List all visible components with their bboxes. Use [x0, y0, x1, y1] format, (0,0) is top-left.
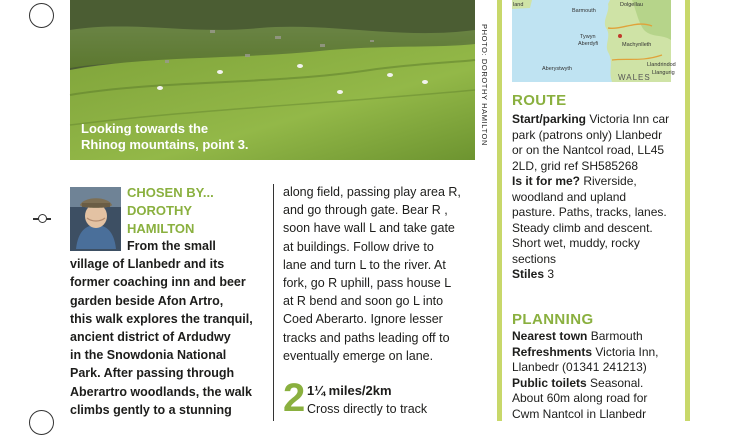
directions-line: at buildings. Follow drive to: [283, 239, 434, 254]
map-label: Barmouth: [572, 8, 596, 14]
directions-step-1: [283, 183, 479, 365]
column-divider: [273, 184, 274, 421]
map-label: Machynlleth: [622, 42, 652, 48]
directions-line: tracks and paths leading off to: [283, 330, 450, 345]
step-2-number: 2: [283, 376, 306, 420]
intro-line: garden beside Afon Artro,: [70, 293, 224, 308]
author-name: [127, 202, 247, 238]
intro-line: in the Snowdonia National: [70, 348, 227, 363]
directions-line: fork, go R uphill, pass house L: [283, 276, 452, 291]
intro-line: Park. After passing through: [70, 366, 235, 381]
author-name-line-2: HAMILTON: [127, 221, 195, 236]
step-2-text: Cross directly to track: [307, 402, 428, 416]
public-toilets-value: Seasonal. About 60m along road for Cwm Nantcol in Llanbedr: [512, 375, 648, 421]
map-label: Aberystwyth: [542, 66, 572, 72]
binder-hole-top: [29, 3, 54, 28]
photo-credit-text: PHOTO: DOROTHY HAMILTON: [480, 24, 489, 147]
location-map: [512, 0, 676, 82]
map-label: Dolgellau: [620, 2, 643, 8]
directions-line: Coed Aberarto. Ignore lesser: [283, 312, 443, 327]
directions-line: lane and turn L to the river. At: [283, 257, 446, 272]
nearest-town-value: Barmouth: [587, 329, 643, 343]
chosen-by-label: CHOSEN BY...: [127, 185, 214, 200]
photo-caption-line-1: Looking towards the: [81, 121, 209, 136]
step-2-distance: 1¼ miles/2km: [307, 383, 392, 398]
is-it-for-me-label: Is it for me?: [512, 174, 581, 188]
walk-location-marker: [618, 34, 622, 38]
map-label: Llandrindod: [647, 62, 676, 68]
route-details: [512, 112, 672, 283]
map-region-label: WALES: [618, 73, 651, 82]
photo-caption: [81, 121, 281, 153]
stiles-value: 3: [544, 267, 555, 281]
intro-line: village of Llanbedr and its: [70, 257, 225, 272]
stiles-label: Stiles: [512, 267, 545, 281]
directions-line: along field, passing play area R,: [283, 185, 461, 199]
intro-paragraph: [70, 237, 268, 419]
directions-line: at R bend and soon go L into: [283, 294, 444, 309]
intro-line: From the small: [127, 239, 216, 253]
map-label: land: [513, 2, 524, 8]
intro-line: this walk explores the tranquil,: [70, 311, 253, 326]
author-name-line-1: DOROTHY: [127, 203, 192, 218]
photo-credit: [478, 24, 492, 164]
binder-ring-mark: [38, 214, 47, 223]
public-toilets-label: Public toilets: [512, 375, 587, 390]
map-label: Llangurig: [652, 70, 675, 76]
intro-line: climbs gently to a stunning: [70, 402, 232, 417]
binder-hole-bottom: [29, 410, 54, 435]
refreshments-label: Refreshments: [512, 344, 593, 359]
map-label: Tywyn: [580, 34, 596, 40]
route-heading: ROUTE: [512, 92, 567, 109]
refreshments-value: Victoria Inn, Llanbedr (01341 241213): [512, 344, 659, 374]
intro-line: former coaching inn and beer: [70, 275, 246, 290]
directions-line: soon have wall L and take gate: [283, 221, 455, 236]
photo-caption-line-2: Rhinog mountains, point 3.: [81, 137, 249, 152]
intro-line: Aberartro woodlands, the walk: [70, 384, 252, 399]
intro-line: ancient district of Ardudwy: [70, 330, 231, 345]
nearest-town-label: Nearest town: [512, 329, 588, 343]
start-parking-text: Victoria Inn car park (patrons only) Llanbedr or on the Nantcol road, LL45 2LD, grid ref SH585268: [512, 112, 670, 173]
directions-line: and go through gate. Bear R ,: [283, 203, 448, 218]
is-it-for-me-text: Riverside, woodland and upland pasture. Paths, tracks, lanes. Steady climb and descent. Short wet, muddy, rocky sections: [512, 174, 667, 266]
map-label: Aberdyfi: [578, 41, 599, 47]
directions-line: eventually emerge on lane.: [283, 348, 434, 363]
start-parking-label: Start/parking: [512, 112, 587, 126]
planning-heading: PLANNING: [512, 311, 594, 328]
planning-details: [512, 329, 672, 422]
